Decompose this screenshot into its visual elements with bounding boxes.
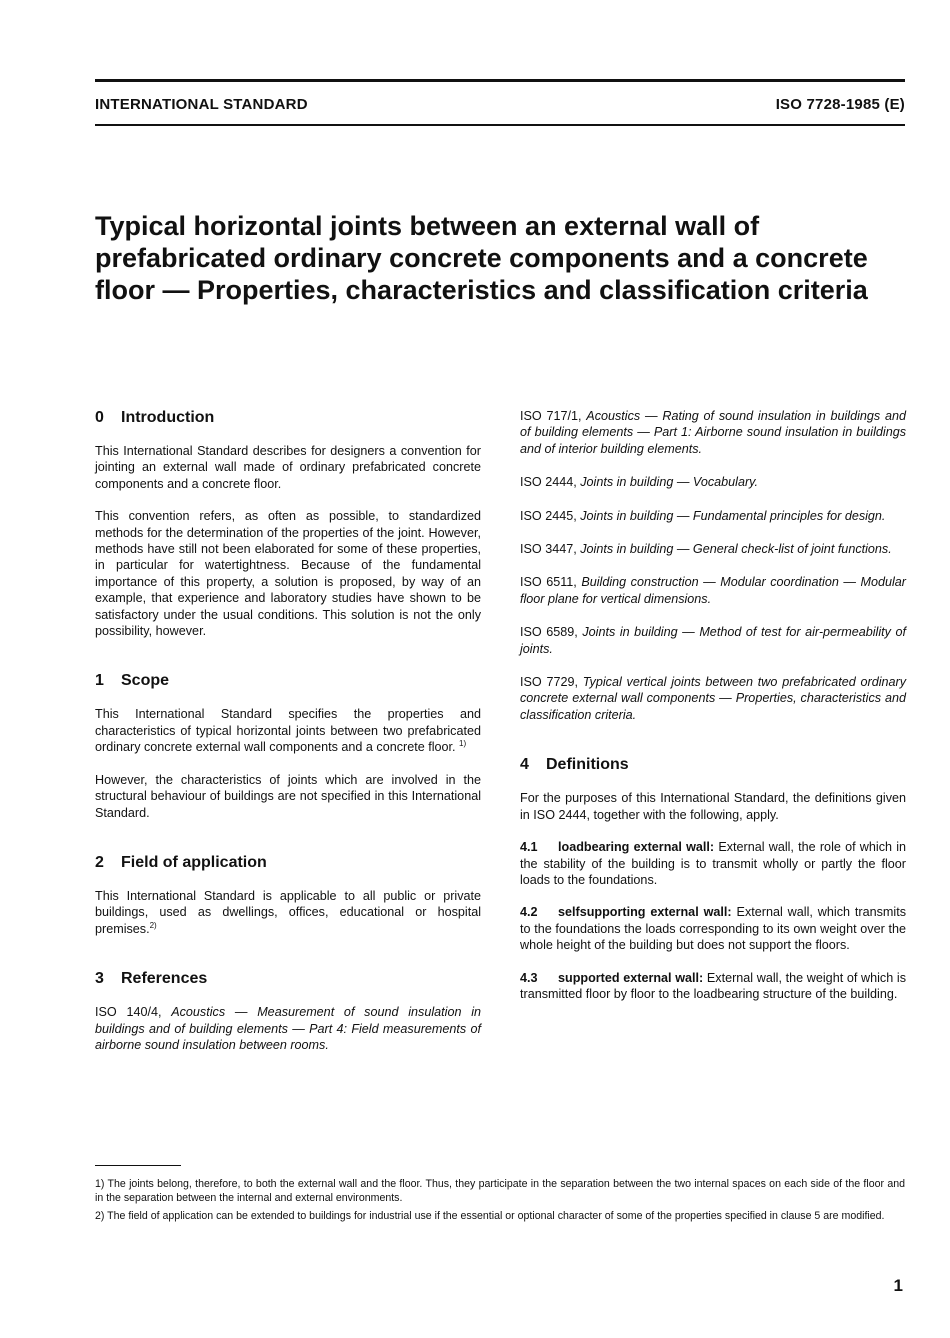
definitions-intro: For the purposes of this International Standard, the definitions given in ISO 2444, together with the following, apply. (520, 791, 906, 822)
section-4-heading (520, 755, 906, 775)
definition-number: 4.1 (520, 840, 538, 855)
definition-number: 4.2 (520, 905, 538, 920)
section-title: Field of application (121, 853, 267, 871)
section-1-heading (95, 671, 481, 691)
reference-code: ISO 140/4, (95, 1005, 162, 1020)
reference-title: Building construction — Modular coordination — Modular floor plane for vertical dimensions. (520, 575, 906, 606)
footnote-1: 1) The joints belong, therefore, to both the external wall and the floor. Thus, they participate in the separation between the two internal spaces on each side of the floor and in the separation between the internal and external environments. (95, 1178, 905, 1204)
reference-title: Typical vertical joints between two prefabricated ordinary concrete external wall components — Properties, characteristics and classification criteria. (520, 675, 906, 722)
intro-paragraph-1: This International Standard describes for designers a convention for jointing an external wall made of ordinary prefabricated concrete components and a concrete floor. (95, 444, 481, 491)
field-paragraph-1-text: This International Standard is applicable to all public or private buildings, used as dwellings, offices, educational or hospital premises. (95, 888, 481, 936)
section-number: 0 (95, 409, 104, 426)
reference-title: Acoustics — Rating of sound insulation in buildings and of building elements — Part 1: Airborne sound insulation in buildings and of interior building elements. (520, 409, 907, 456)
header-standard-number: ISO 7728-1985 (E) (775, 96, 905, 113)
scope-paragraph-1 (95, 706, 481, 755)
definition-term: selfsupporting external wall: (558, 905, 732, 920)
left-column (95, 408, 481, 1053)
reference-title: Joints in building — Fundamental principles for design. (580, 508, 886, 523)
reference-code: ISO 3447, (520, 542, 577, 557)
reference-item (95, 1004, 481, 1053)
reference-code: ISO 717/1, (520, 409, 582, 423)
header-standard-type: INTERNATIONAL STANDARD (95, 96, 308, 113)
definition-item (520, 970, 906, 1003)
definition-term: supported external wall: (558, 970, 704, 985)
right-column (520, 408, 906, 1002)
reference-item (520, 474, 906, 490)
reference-title: Joints in building — General check-list of joint functions. (580, 542, 892, 557)
definition-item (520, 904, 906, 953)
section-3-heading (95, 969, 481, 989)
definition-term: loadbearing external wall: (558, 840, 715, 855)
section-title: Introduction (121, 409, 215, 426)
section-number: 2 (95, 853, 104, 871)
reference-title: Joints in building — Method of test for air-permeability of joints. (520, 625, 906, 656)
reference-item (520, 408, 906, 457)
section-2-heading (95, 853, 481, 873)
reference-code: ISO 6589, (520, 625, 578, 640)
reference-item (520, 574, 906, 607)
section-0-heading (95, 408, 481, 428)
definition-text: External wall, which transmits to the foundations the loads corresponding to its own weight over the whole height of the building but does not support the floors. (520, 905, 907, 953)
document-title: Typical horizontal joints between an external wall of prefabricated ordinary concrete components and a concrete floor — Properties, characteristics and classification criteria (95, 211, 868, 305)
scope-paragraph-2: However, the characteristics of joints which are involved in the structural behaviour of buildings are not specified in this International Standard. (95, 772, 481, 820)
section-number: 4 (520, 756, 529, 774)
footnote-rule (95, 1165, 181, 1166)
reference-title: Acoustics — Measurement of sound insulation in buildings and of building elements — Part 4: Field measurements of airborne sound insulation between rooms. (95, 1005, 481, 1052)
header-top-rule (95, 79, 905, 82)
definition-number: 4.3 (520, 970, 538, 985)
section-title: References (121, 970, 208, 988)
definition-text: External wall, the role of which in the stability of the building is to transmit wholly or partly the floor loads to the foundations. (520, 840, 907, 887)
footnotes (95, 1178, 905, 1224)
section-number: 1 (95, 672, 104, 690)
scope-paragraph-1-text: This International Standard specifies the properties and characteristics of typical horizontal joints between two prefabricated ordinary concrete external wall components and a concrete floor. (95, 707, 481, 755)
reference-code: ISO 6511, (520, 575, 577, 590)
footnote-ref-1: 1) (459, 739, 467, 749)
reference-item (520, 624, 906, 657)
section-title: Definitions (546, 756, 629, 774)
header-bottom-rule (95, 124, 905, 126)
reference-title: Joints in building — Vocabulary. (580, 475, 759, 490)
reference-code: ISO 7729, (520, 675, 578, 690)
footnote-2: 2) The field of application can be extended to buildings for industrial use if the essential or optional character of some of the properties specified in clause 5 are modified. (95, 1210, 885, 1223)
reference-item (520, 674, 906, 723)
section-title: Scope (121, 672, 170, 690)
reference-code: ISO 2445, (520, 508, 577, 523)
reference-item (520, 508, 906, 524)
footnote-ref-2: 2) (149, 920, 157, 930)
page-number: 1 (893, 1276, 903, 1295)
definition-text: External wall, the weight of which is transmitted floor by floor to the loadbearing structure of the building. (520, 970, 906, 1001)
reference-item (520, 541, 906, 557)
intro-paragraph-2: This convention refers, as often as possible, to standardized methods for the determination of the properties of the joint. However, methods have still not been elaborated for some of these properties, in particular for watertightness. Because of the fundamental importance of this property, a solution is proposed, by way of an example, that experience and laboratory studies have shown to be satisfactory under the usual conditions. This solution is not the only possibility, however. (95, 509, 481, 639)
reference-code: ISO 2444, (520, 475, 577, 490)
field-paragraph-1 (95, 888, 481, 937)
definition-item (520, 839, 906, 888)
section-number: 3 (95, 970, 104, 988)
